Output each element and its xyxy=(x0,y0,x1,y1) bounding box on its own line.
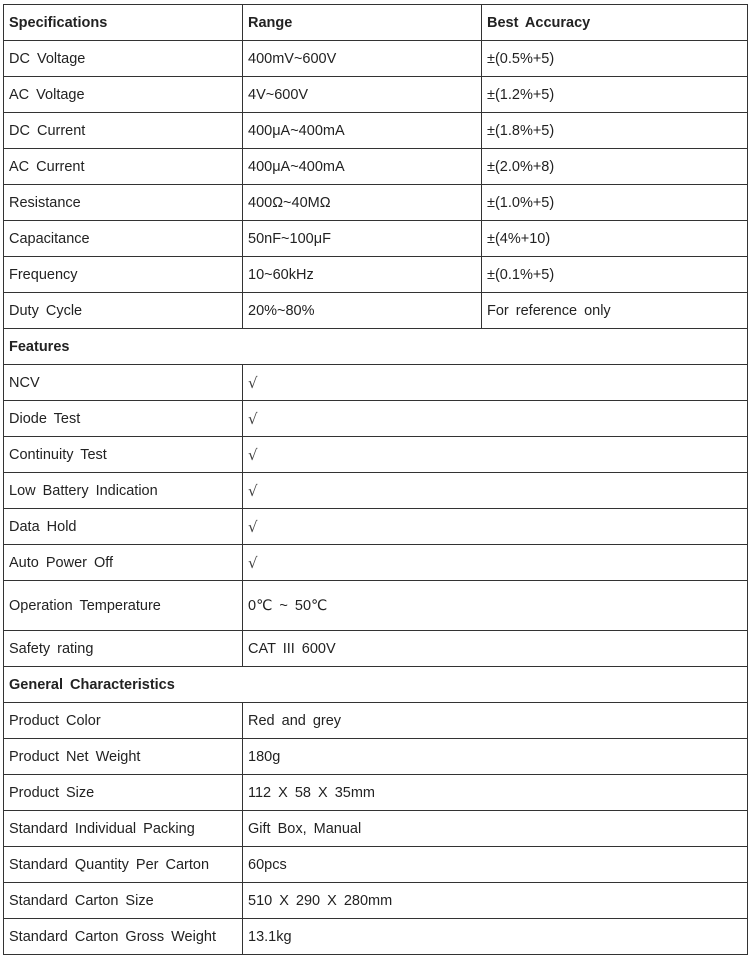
feature-value: 0℃ ~ 50℃ xyxy=(243,581,748,631)
general-row xyxy=(4,919,748,955)
spec-accuracy: ±(1.2%+5) xyxy=(482,77,748,113)
spec-name: Frequency xyxy=(4,257,243,293)
spec-name: Duty Cycle xyxy=(4,293,243,329)
check-mark: √ xyxy=(243,545,748,581)
spec-name: AC Voltage xyxy=(4,77,243,113)
feature-row xyxy=(4,581,748,631)
feature-row xyxy=(4,365,748,401)
header-specifications: Specifications xyxy=(4,5,243,41)
feature-row xyxy=(4,473,748,509)
general-row xyxy=(4,775,748,811)
feature-row xyxy=(4,631,748,667)
general-name: Product Color xyxy=(4,703,243,739)
spec-accuracy: ±(1.0%+5) xyxy=(482,185,748,221)
feature-name: Low Battery Indication xyxy=(4,473,243,509)
header-best-accuracy: Best Accuracy xyxy=(482,5,748,41)
spec-row xyxy=(4,113,748,149)
check-mark: √ xyxy=(243,473,748,509)
spec-accuracy: ±(2.0%+8) xyxy=(482,149,748,185)
feature-row xyxy=(4,437,748,473)
spec-accuracy: ±(4%+10) xyxy=(482,221,748,257)
check-mark: √ xyxy=(243,365,748,401)
general-value: 180g xyxy=(243,739,748,775)
spec-name: DC Current xyxy=(4,113,243,149)
general-name: Product Net Weight xyxy=(4,739,243,775)
general-value: Red and grey xyxy=(243,703,748,739)
spec-row xyxy=(4,77,748,113)
spec-range: 20%~80% xyxy=(243,293,482,329)
section-row xyxy=(4,329,748,365)
check-mark: √ xyxy=(243,509,748,545)
spec-name: Capacitance xyxy=(4,221,243,257)
spec-accuracy: ±(0.1%+5) xyxy=(482,257,748,293)
general-name: Standard Carton Gross Weight xyxy=(4,919,243,955)
section-title-features: Features xyxy=(4,329,748,365)
specifications-table xyxy=(3,4,748,955)
feature-row xyxy=(4,509,748,545)
feature-row xyxy=(4,545,748,581)
general-value: 13.1kg xyxy=(243,919,748,955)
general-row xyxy=(4,703,748,739)
spec-name: AC Current xyxy=(4,149,243,185)
general-name: Standard Quantity Per Carton xyxy=(4,847,243,883)
section-row xyxy=(4,667,748,703)
general-name: Product Size xyxy=(4,775,243,811)
general-value: Gift Box, Manual xyxy=(243,811,748,847)
general-name: Standard Individual Packing xyxy=(4,811,243,847)
spec-range: 400μA~400mA xyxy=(243,149,482,185)
spec-row xyxy=(4,185,748,221)
general-row xyxy=(4,883,748,919)
header-range: Range xyxy=(243,5,482,41)
section-title-general: General Characteristics xyxy=(4,667,748,703)
feature-name: Safety rating xyxy=(4,631,243,667)
spec-row xyxy=(4,41,748,77)
feature-value: CAT III 600V xyxy=(243,631,748,667)
feature-row xyxy=(4,401,748,437)
spec-accuracy: ±(0.5%+5) xyxy=(482,41,748,77)
spec-row xyxy=(4,149,748,185)
spec-name: Resistance xyxy=(4,185,243,221)
check-mark: √ xyxy=(243,401,748,437)
feature-name: Diode Test xyxy=(4,401,243,437)
spec-name: DC Voltage xyxy=(4,41,243,77)
general-row xyxy=(4,847,748,883)
spec-accuracy: ±(1.8%+5) xyxy=(482,113,748,149)
spec-range: 10~60kHz xyxy=(243,257,482,293)
general-row xyxy=(4,739,748,775)
feature-name: Operation Temperature xyxy=(4,581,243,631)
feature-name: Continuity Test xyxy=(4,437,243,473)
general-row xyxy=(4,811,748,847)
general-name: Standard Carton Size xyxy=(4,883,243,919)
spec-range: 400Ω~40MΩ xyxy=(243,185,482,221)
spec-accuracy: For reference only xyxy=(482,293,748,329)
general-value: 60pcs xyxy=(243,847,748,883)
general-value: 112 X 58 X 35mm xyxy=(243,775,748,811)
spec-range: 4V~600V xyxy=(243,77,482,113)
feature-name: Auto Power Off xyxy=(4,545,243,581)
feature-name: Data Hold xyxy=(4,509,243,545)
spec-range: 400mV~600V xyxy=(243,41,482,77)
spec-row xyxy=(4,221,748,257)
feature-name: NCV xyxy=(4,365,243,401)
spec-range: 400μA~400mA xyxy=(243,113,482,149)
spec-row xyxy=(4,293,748,329)
check-mark: √ xyxy=(243,437,748,473)
general-value: 510 X 290 X 280mm xyxy=(243,883,748,919)
table-header-row xyxy=(4,5,748,41)
spec-range: 50nF~100μF xyxy=(243,221,482,257)
spec-row xyxy=(4,257,748,293)
